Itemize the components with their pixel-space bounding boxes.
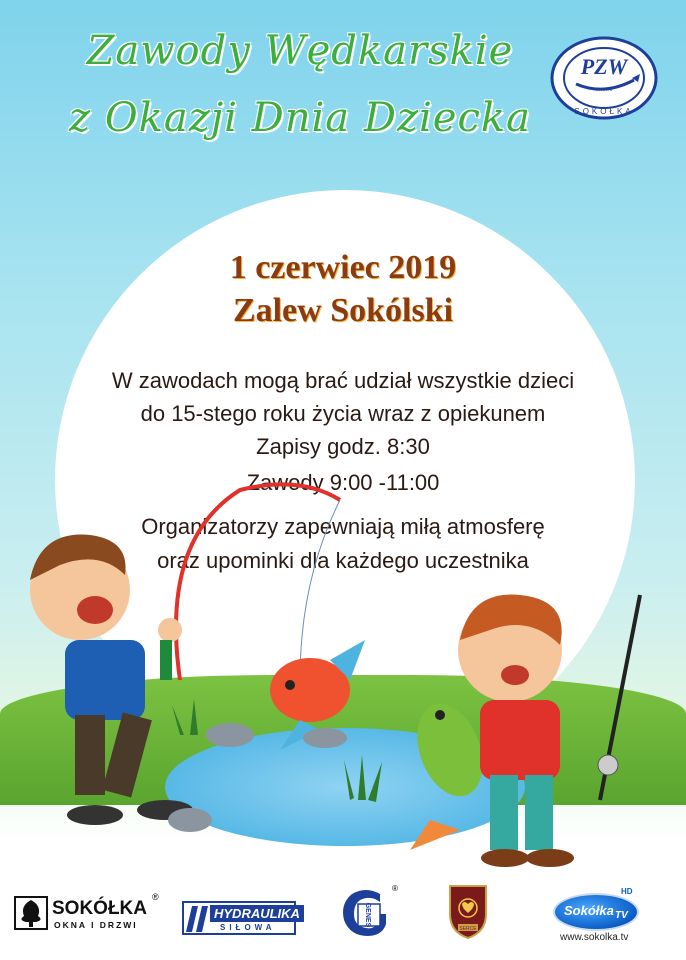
detail-line-6: oraz upominki dla każdego uczestnika (157, 548, 529, 573)
hydraulika-h-icon (186, 904, 208, 934)
event-place: Zalew Sokólski (232, 292, 454, 329)
title-line-2: z Okazji Dnia Dziecka (69, 95, 531, 141)
shield-icon (448, 884, 488, 940)
sokolka-tv-tv: TV (615, 910, 628, 921)
genes-logo-icon (336, 884, 396, 944)
crest-caption: SERCE (459, 926, 477, 932)
hydraulika-sub: SIŁOWA (220, 923, 276, 932)
fishing-kids-illustration (0, 480, 686, 880)
sokolka-sub: OKNA I DRZWI (54, 920, 138, 930)
sponsor-sokolka-tv (553, 887, 639, 931)
boy-left (30, 535, 193, 825)
detail-line-5: Organizatorzy zapewniają miłą atmosferę (141, 514, 545, 539)
detail-line-3: Zapisy godz. 8:30 (256, 434, 430, 459)
pzw-logo (548, 34, 660, 124)
pzw-mark: PZW (580, 54, 628, 79)
boy-right (458, 595, 574, 867)
genes-name: GENES (364, 902, 371, 928)
detail-line-2: do 15-stego roku życia wraz z opiekunem (140, 401, 546, 426)
sponsor-crest (448, 884, 488, 940)
sponsor-hydraulika (182, 901, 300, 935)
genes-registered: ® (392, 884, 398, 893)
sokolka-tv-hd: HD (621, 887, 633, 896)
tree-icon (14, 896, 48, 930)
detail-line-1: W zawodach mogą brać udział wszystkie dzieci (111, 368, 575, 393)
sponsor-genes (336, 884, 396, 944)
sokolka-name: SOKÓŁKA (52, 898, 147, 919)
sokolka-tv-name: Sokółka (564, 903, 614, 918)
detail-line-4: Zawody 9:00 -11:00 (246, 470, 440, 495)
sokolka-tv-url[interactable]: www.sokolka.tv (560, 932, 629, 943)
pzw-ring-text: SOKÓŁKA (574, 107, 634, 116)
hydraulika-name: HYDRAULIKA (210, 905, 304, 922)
svg-text:×××××: ××××× (595, 88, 613, 94)
registered-mark: ® (152, 892, 159, 902)
title-line-1: Zawody Wędkarskie (86, 28, 514, 74)
event-date: 1 czerwiec 2019 (229, 249, 457, 286)
